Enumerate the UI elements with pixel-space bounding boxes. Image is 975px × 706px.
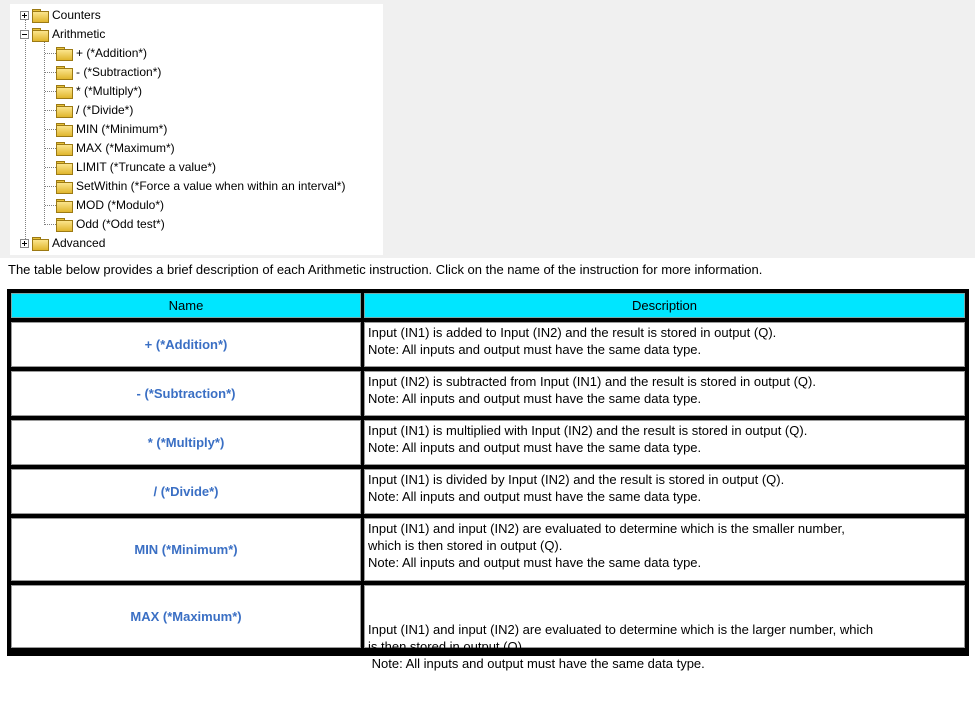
folder-icon bbox=[32, 28, 48, 41]
folder-icon bbox=[32, 9, 48, 22]
expand-icon[interactable] bbox=[20, 11, 29, 20]
folder-icon bbox=[56, 47, 72, 60]
folder-icon bbox=[56, 104, 72, 117]
tree-item-label: + (*Addition*) bbox=[76, 46, 148, 60]
folder-icon bbox=[56, 218, 72, 231]
folder-icon bbox=[56, 142, 72, 155]
tree-item-mod[interactable] bbox=[53, 196, 164, 215]
tree-item-label: LIMIT (*Truncate a value*) bbox=[76, 160, 217, 174]
instruction-tree bbox=[10, 4, 383, 255]
tree-item-label: MAX (*Maximum*) bbox=[76, 141, 175, 155]
tree-item-label: - (*Subtraction*) bbox=[76, 65, 162, 79]
instruction-link-max[interactable]: MAX (*Maximum*) bbox=[11, 585, 361, 648]
tree-item-setwithin[interactable] bbox=[53, 177, 345, 196]
arithmetic-table bbox=[7, 289, 969, 671]
tree-item-limit[interactable] bbox=[53, 158, 216, 177]
tree-item-label: MOD (*Modulo*) bbox=[76, 198, 165, 212]
header-name: Name bbox=[11, 293, 361, 318]
tree-item-label: Arithmetic bbox=[52, 27, 106, 41]
tree-item-label: Odd (*Odd test*) bbox=[76, 217, 165, 231]
folder-icon bbox=[56, 123, 72, 136]
description-divide: Input (IN1) is divided by Input (IN2) and the result is stored in output (Q). Note: All inputs and output must have the same data type. bbox=[364, 469, 965, 514]
tree-item-label: MIN (*Minimum*) bbox=[76, 122, 168, 136]
tree-item-label: Advanced bbox=[52, 236, 106, 250]
folder-icon bbox=[56, 199, 72, 212]
tree-item-divide[interactable] bbox=[53, 101, 133, 120]
instruction-link-addition[interactable]: + (*Addition*) bbox=[11, 322, 361, 367]
tree-item-advanced[interactable] bbox=[20, 234, 105, 253]
tree-item-odd[interactable] bbox=[53, 215, 165, 234]
tree-item-label: * (*Multiply*) bbox=[76, 84, 143, 98]
tree-item-subtraction[interactable] bbox=[53, 63, 161, 82]
tree-item-label: / (*Divide*) bbox=[76, 103, 134, 117]
tree-item-counters[interactable] bbox=[20, 6, 101, 25]
expand-icon[interactable] bbox=[20, 239, 29, 248]
tree-item-label: Counters bbox=[52, 8, 101, 22]
intro-text: The table below provides a brief description of each Arithmetic instruction. Click on the name of the instruction for more information. bbox=[8, 262, 763, 277]
description-multiply: Input (IN1) is multiplied with Input (IN2) and the result is stored in output (Q). Note: All inputs and output must have the same data type. bbox=[364, 420, 965, 465]
instruction-link-divide[interactable]: / (*Divide*) bbox=[11, 469, 361, 514]
tree-connector bbox=[44, 40, 45, 225]
tree-item-min[interactable] bbox=[53, 120, 167, 139]
tree-item-multiply[interactable] bbox=[53, 82, 142, 101]
folder-icon bbox=[56, 180, 72, 193]
tree-item-addition[interactable] bbox=[53, 44, 147, 63]
folder-icon bbox=[56, 85, 72, 98]
tree-item-label: SetWithin (*Force a value when within an interval*) bbox=[76, 179, 346, 193]
tree-connector bbox=[25, 15, 26, 245]
tree-item-arithmetic[interactable] bbox=[20, 25, 105, 44]
tree-item-max[interactable] bbox=[53, 139, 175, 158]
description-addition: Input (IN1) is added to Input (IN2) and the result is stored in output (Q). Note: All inputs and output must have the same data type. bbox=[364, 322, 965, 367]
instruction-link-min[interactable]: MIN (*Minimum*) bbox=[11, 518, 361, 581]
instruction-link-multiply[interactable]: * (*Multiply*) bbox=[11, 420, 361, 465]
description-max: Input (IN1) and input (IN2) are evaluated to determine which is the larger number, which is then stored in output (Q). Note: All inputs and output must have the same data type. bbox=[364, 585, 965, 648]
header-description: Description bbox=[364, 293, 965, 318]
instruction-link-subtraction[interactable]: - (*Subtraction*) bbox=[11, 371, 361, 416]
folder-icon bbox=[32, 237, 48, 250]
collapse-icon[interactable] bbox=[20, 30, 29, 39]
folder-icon bbox=[56, 161, 72, 174]
description-subtraction: Input (IN2) is subtracted from Input (IN1) and the result is stored in output (Q). Note: All inputs and output must have the same data type. bbox=[364, 371, 965, 416]
folder-icon bbox=[56, 66, 72, 79]
description-min: Input (IN1) and input (IN2) are evaluated to determine which is the smaller number, which is then stored in output (Q). Note: All inputs and output must have the same data type. bbox=[364, 518, 965, 581]
